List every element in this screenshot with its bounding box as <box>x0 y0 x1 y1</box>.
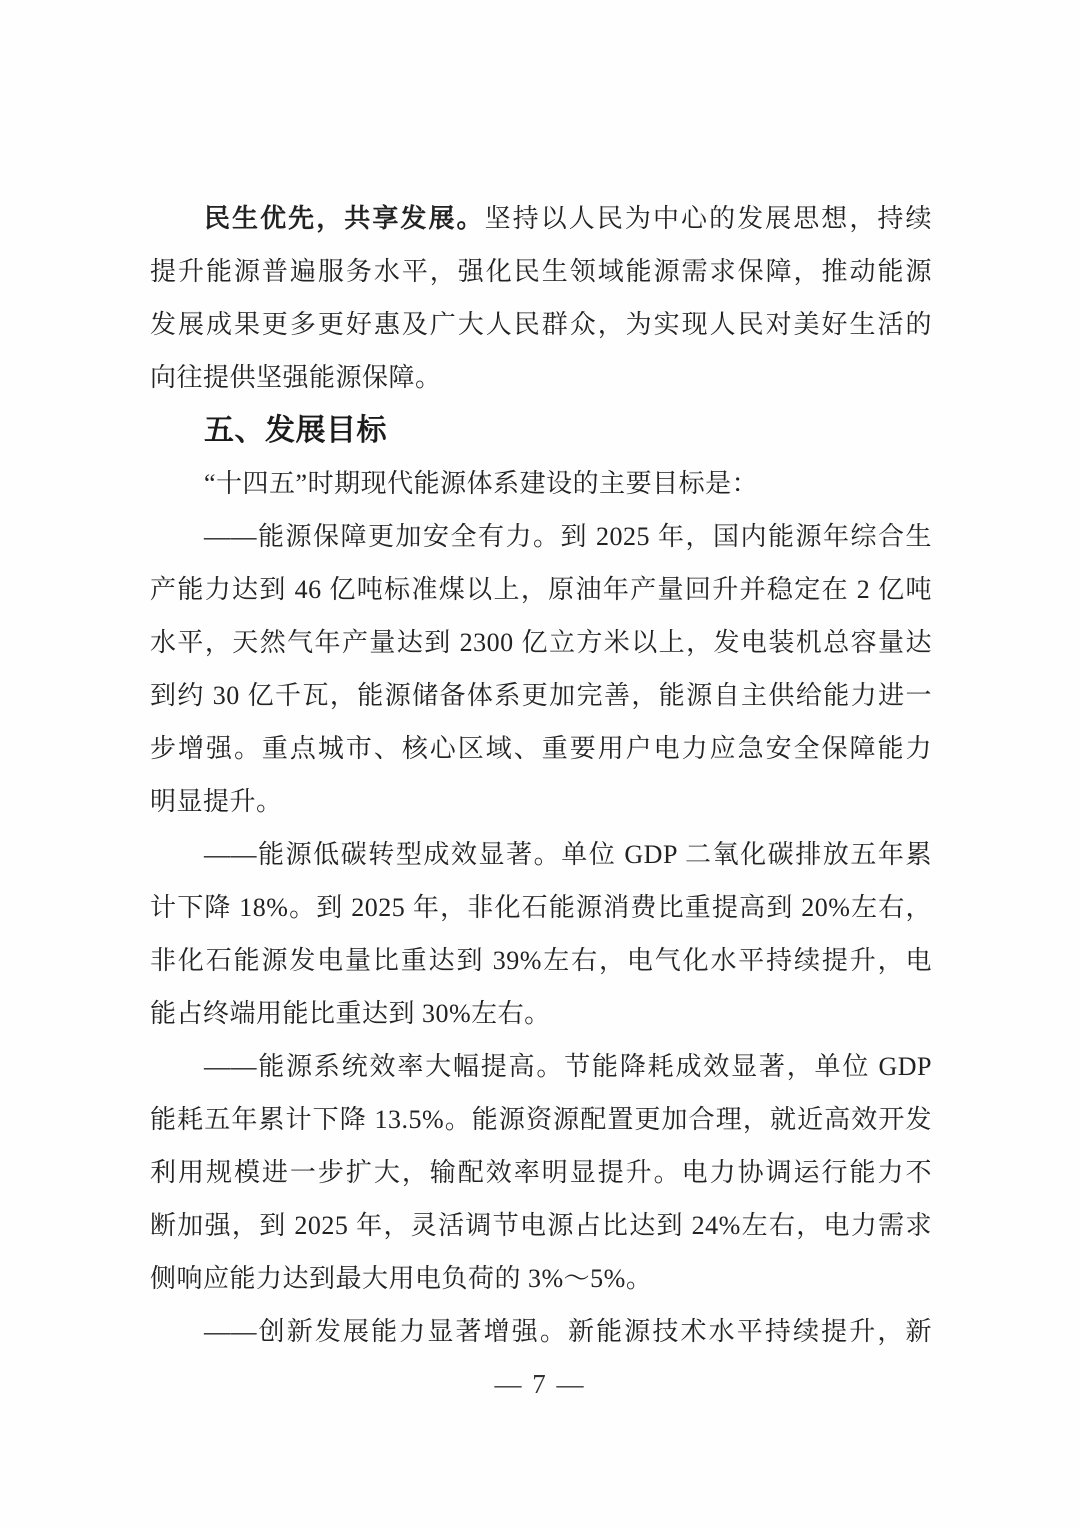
text-line-18: 能耗五年累计下降 13.5%。能源资源配置更加合理，就近高效开发 <box>150 1105 932 1134</box>
text-line-21: 侧响应能力达到最大用电负荷的 3%～5%。 <box>150 1264 653 1293</box>
line-text: 单位 GDP 二氧化碳排放五年累 <box>561 840 932 869</box>
text-line-10: 到约 30 亿千瓦，能源储备体系更加完善，能源自主供给能力进一 <box>150 681 932 710</box>
goal-lead-efficiency: ——能源系统效率大幅提高。 <box>204 1052 565 1081</box>
goal-lead-security: ——能源保障更加安全有力。 <box>204 522 561 551</box>
page-number: — 7 — <box>494 1369 586 1399</box>
text-line-16: 能占终端用能比重达到 30%左右。 <box>150 999 551 1028</box>
text-line-12: 明显提升。 <box>150 787 283 816</box>
text-line-3: 发展成果更多更好惠及广大人民群众，为实现人民对美好生活的 <box>150 310 932 339</box>
text-line-20: 断加强，到 2025 年，灵活调节电源占比达到 24%左右，电力需求 <box>150 1211 932 1240</box>
text-line-8: 产能力达到 46 亿吨标准煤以上，原油年产量回升并稳定在 2 亿吨 <box>150 575 932 604</box>
text-line-13 <box>150 828 932 881</box>
line-text: 新能源技术水平持续提升，新 <box>568 1317 932 1346</box>
text-line-1 <box>150 192 932 245</box>
line-text: 坚持以人民为中心的发展思想，持续 <box>484 204 932 233</box>
text-line-17 <box>150 1040 932 1093</box>
line-text: 节能降耗成效显著，单位 GDP <box>564 1052 932 1081</box>
section-heading: 五、发展目标 <box>204 414 387 447</box>
text-line-2: 提升能源普遍服务水平，强化民生领域能源需求保障，推动能源 <box>150 257 932 286</box>
text-line-7 <box>150 510 932 563</box>
goal-lead-lowcarbon: ——能源低碳转型成效显著。 <box>204 840 562 869</box>
goal-lead-innovation: ——创新发展能力显著增强。 <box>204 1317 568 1346</box>
text-line-9: 水平，天然气年产量达到 2300 亿立方米以上，发电装机总容量达 <box>150 628 932 657</box>
text-line-19: 利用规模进一步扩大，输配效率明显提升。电力协调运行能力不 <box>150 1158 932 1187</box>
text-line-4: 向往提供坚强能源保障。 <box>150 363 442 392</box>
text-line-15: 非化石能源发电量比重达到 39%左右，电气化水平持续提升，电 <box>150 946 932 975</box>
text-line-22 <box>150 1305 932 1358</box>
line-text: 到 2025 年，国内能源年综合生 <box>560 522 932 551</box>
text-line-14: 计下降 18%。到 2025 年，非化石能源消费比重提高到 20%左右， <box>150 893 932 922</box>
text-line-6: “十四五”时期现代能源体系建设的主要目标是： <box>204 469 759 498</box>
document-text-block <box>150 192 932 1358</box>
paragraph-lead-bold: 民生优先，共享发展。 <box>204 204 485 233</box>
text-line-11: 步增强。重点城市、核心区域、重要用户电力应急安全保障能力 <box>150 734 932 763</box>
